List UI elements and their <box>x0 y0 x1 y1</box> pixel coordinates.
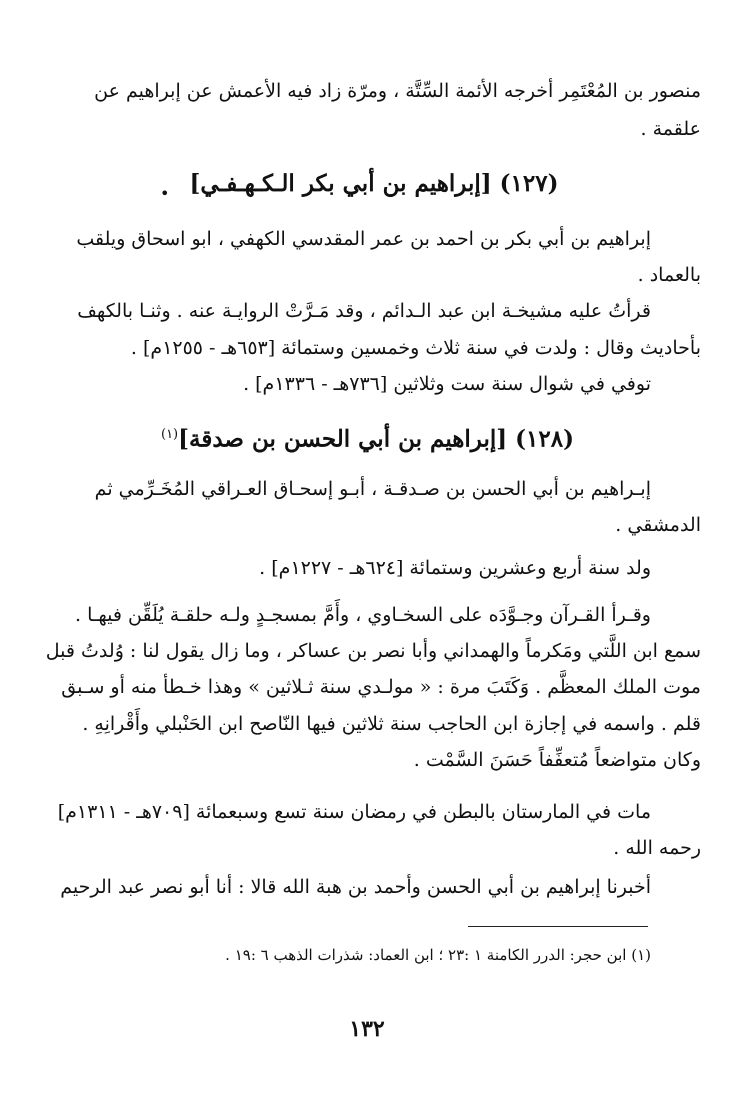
text-line: إبـراهيم بن أبي الحسن بن صـدقـة ، أبـو إسحـاق العـراقي المُخَـرِّمي ثم <box>94 478 651 500</box>
entry-heading-127: (١٢٧) [إبراهيم بن أبي بكر الـكـهـفـي] <box>189 170 559 197</box>
text-line: سمع ابن اللَّتي ومَكرماً والهمداني وأبا نصر بن عساكر ، وما زال يقول لنا : وُلدتُ قبل <box>45 640 701 662</box>
footnote: (١) ابن حجر: الدرر الكامنة ١ :٢٣ ؛ ابن العماد: شذرات الذهب ٦ :١٩ . <box>225 946 651 964</box>
text-line: أخبرنا إبراهيم بن أبي الحسن وأحمد بن هبة الله قالا : أنا أبو نصر عبد الرحيم <box>60 876 651 898</box>
text-line: منصور بن المُعْتَمِر أخرجه الأئمة السِّتَّة ، ومرّة زاد فيه الأعمش عن إبراهيم عن <box>94 80 701 102</box>
text-line: رحمه الله . <box>613 837 701 859</box>
text-line: قلم . واسمه في إجازة ابن الحاجب سنة ثلاثين فيها النّاصح ابن الحَنْبلي وأَقْرانِهِ . <box>82 713 701 735</box>
footnote-marker: (١) <box>160 427 179 442</box>
margin-dot: • <box>160 184 170 203</box>
text-line: علقمة . <box>640 118 701 140</box>
text-line: توفي في شوال سنة ست وثلاثين [٧٣٦هـ - ١٣٣٦م] . <box>243 373 651 395</box>
footnote-separator <box>468 926 648 927</box>
heading-text: (١٢٨) [إبراهيم بن أبي الحسن بن صدقة] <box>178 425 574 453</box>
text-line: بالعماد . <box>637 264 701 286</box>
text-line: إبراهيم بن أبي بكر بن احمد بن عمر المقدسي الكهفي ، ابو اسحاق ويلقب <box>76 228 651 250</box>
text-line: موت الملك المعظَّم . وَكَتَبَ مرة : « مولـدي سنة ثـلاثين » وهذا خـطأ منه أو سـبق <box>61 676 701 698</box>
text-line: ولد سنة أربع وعشرين وستمائة [٦٢٤هـ - ١٢٢٧م] . <box>259 557 651 579</box>
page-number: ١٣٢ <box>349 1016 385 1042</box>
text-line: بأحاديث وقال : ولدت في سنة ثلاث وخمسين وستمائة [٦٥٣هـ - ١٢٥٥م] . <box>130 337 701 359</box>
entry-heading-128 <box>160 418 574 457</box>
text-line: مات في المارستان بالبطن في رمضان سنة تسع وسبعمائة [٧٠٩هـ - ١٣١١م] <box>57 801 651 823</box>
text-line: الدمشقي . <box>615 514 701 536</box>
text-line: قرأتُ عليه مشيخـة ابن عبد الـدائم ، وقد مَـرَّتْ الروايـة عنه . وثنـا بالكهف <box>77 300 651 322</box>
text-line: وكان متواضعاً مُتعفِّفاً حَسَنَ السَّمْت . <box>413 749 701 771</box>
text-line: وقـرأ القـرآن وجـوَّدَه على السخـاوي ، وأَمَّ بمسجـدٍ ولـه حلقـة يُلَقِّن فيهـا . <box>74 604 651 626</box>
